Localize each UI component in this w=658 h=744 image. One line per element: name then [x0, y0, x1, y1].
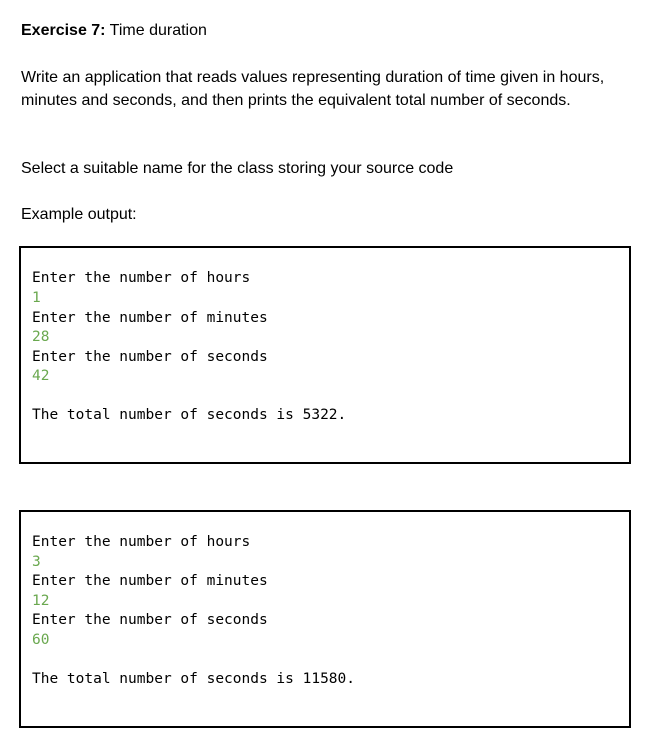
console-prompt-hours: Enter the number of hours [32, 270, 251, 286]
exercise-label: Exercise 7: [21, 22, 106, 39]
console-input-minutes: 12 [32, 593, 50, 609]
console-input-minutes: 28 [32, 329, 50, 345]
console-result: The total number of seconds is 5322. [32, 407, 347, 423]
console-prompt-seconds: Enter the number of seconds [32, 612, 268, 628]
console-prompt-minutes: Enter the number of minutes [32, 310, 268, 326]
task-description: Write an application that reads values representing duration of time given in hours, minutes and seconds, and then prints the equivalent total number of seconds. [21, 69, 605, 109]
example-output-label: Example output: [21, 206, 137, 223]
console-prompt-minutes: Enter the number of minutes [32, 573, 268, 589]
console-input-hours: 3 [32, 554, 41, 570]
example-console-1 [19, 246, 631, 464]
console-input-seconds: 60 [32, 632, 50, 648]
exercise-heading [21, 21, 207, 41]
class-name-instruction: Select a suitable name for the class storing your source code [21, 160, 454, 177]
exercise-title: Time duration [109, 22, 207, 39]
console-input-hours: 1 [32, 290, 41, 306]
console-input-seconds: 42 [32, 368, 50, 384]
example-console-2 [19, 510, 631, 728]
console-result: The total number of seconds is 11580. [32, 671, 356, 687]
console-prompt-seconds: Enter the number of seconds [32, 349, 268, 365]
console-prompt-hours: Enter the number of hours [32, 534, 251, 550]
